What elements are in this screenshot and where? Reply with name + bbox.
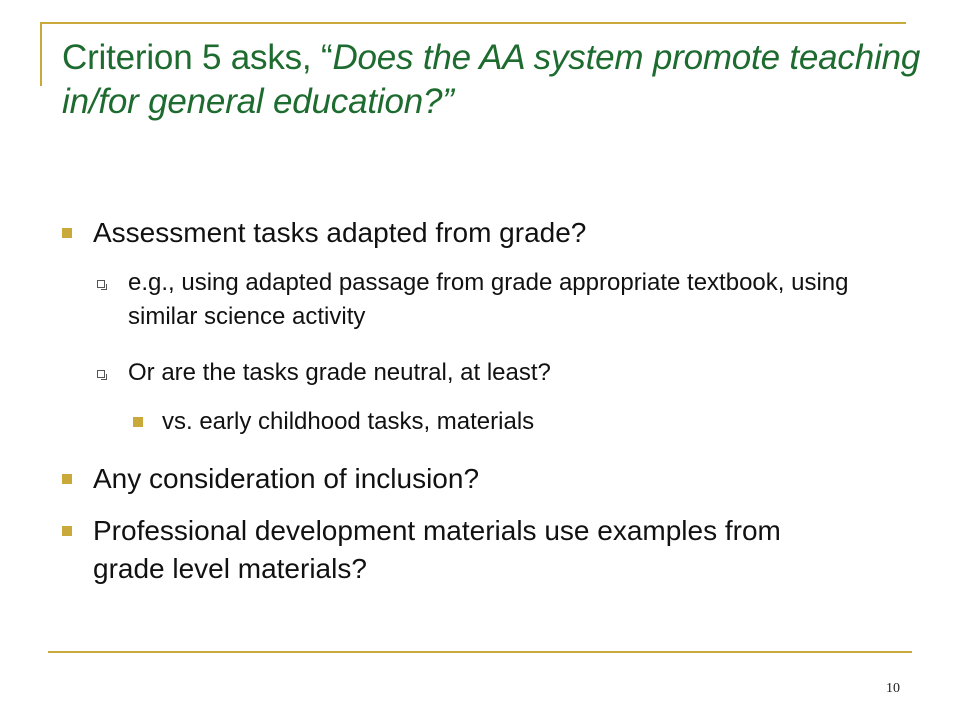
left-rule bbox=[40, 22, 42, 86]
square-bullet-icon bbox=[62, 526, 72, 536]
bullet-text: Assessment tasks adapted from grade? bbox=[93, 217, 587, 248]
square-bullet-icon bbox=[133, 417, 143, 427]
title-prefix: Criterion 5 asks, “ bbox=[62, 38, 333, 77]
bullet-text: Any consideration of inclusion? bbox=[93, 463, 480, 494]
bottom-rule bbox=[48, 651, 912, 653]
bullet-text: Professional development materials use examples from grade level materials? bbox=[93, 515, 781, 584]
square-bullet-icon bbox=[62, 474, 72, 484]
hollow-square-bullet-icon bbox=[97, 370, 105, 378]
sub-bullet-text: Or are the tasks grade neutral, at least? bbox=[128, 359, 551, 386]
top-rule bbox=[40, 22, 906, 24]
sub-bullet-text: e.g., using adapted passage from grade appropriate textbook, using similar science activity bbox=[128, 269, 849, 330]
slide-title bbox=[62, 36, 922, 124]
title-italic: Does the AA system promote teaching in/for general education?” bbox=[62, 38, 921, 121]
sub-sub-bullet-text: vs. early childhood tasks, materials bbox=[162, 408, 535, 435]
square-bullet-icon bbox=[62, 228, 72, 238]
hollow-square-bullet-icon bbox=[97, 280, 105, 288]
page-number: 10 bbox=[886, 681, 900, 696]
